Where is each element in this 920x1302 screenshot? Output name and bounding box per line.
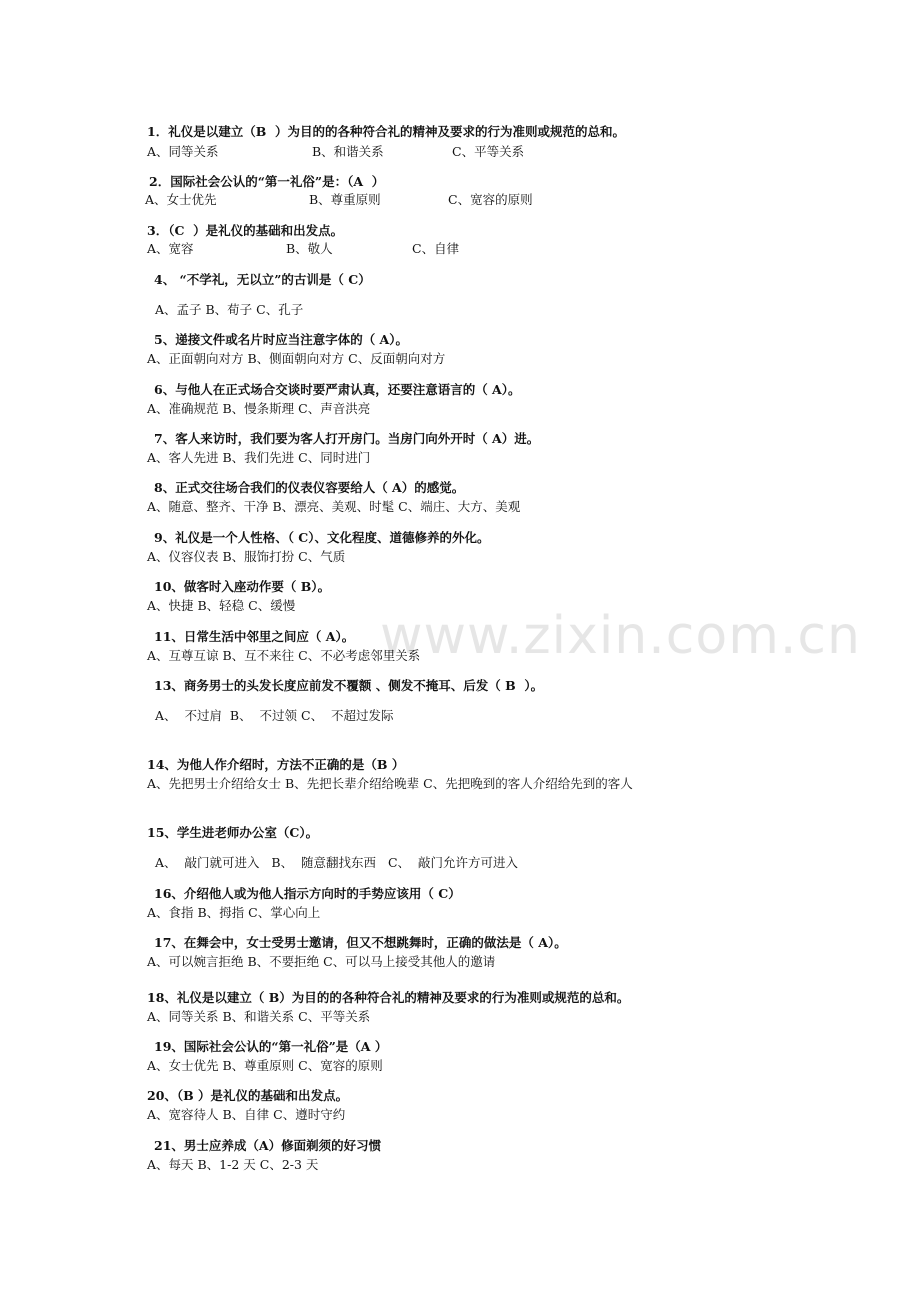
options-5: A、正面朝向对方 B、侧面朝向对方 C、反面朝向对方: [147, 351, 446, 366]
question-13: 13、商务男士的头发长度应前发不覆额 、侧发不掩耳、后发（ B ）。: [154, 678, 544, 693]
option-2a: A、女士优先: [145, 192, 217, 207]
options-14: A、先把男士介绍给女士 B、先把长辈介绍给晚辈 C、先把晚到的客人介绍给先到的客人: [147, 776, 633, 791]
options-15: A、 敲门就可进入 B、 随意翻找东西 C、 敲门允许方可进入: [155, 855, 518, 870]
options-17: A、可以婉言拒绝 B、不要拒绝 C、可以马上接受其他人的邀请: [147, 954, 496, 969]
option-3b: B、敬人: [286, 241, 333, 256]
option-2c: C、宽容的原则: [448, 192, 533, 207]
question-5: 5、递接文件或名片时应当注意字体的（ A）。: [154, 332, 408, 347]
question-3: 3．（C ）是礼仪的基础和出发点。: [147, 223, 344, 238]
option-3c: C、自律: [412, 241, 460, 256]
question-7: 7、客人来访时，我们要为客人打开房门。当房门向外开时（ A）进。: [154, 431, 540, 446]
options-11: A、互尊互谅 B、互不来往 C、不必考虑邻里关系: [147, 648, 421, 663]
question-19: 19、国际社会公认的“第一礼俗”是（A ）: [154, 1039, 388, 1054]
options-9: A、仪容仪表 B、服饰打扮 C、气质: [147, 549, 346, 564]
options-13: A、 不过肩 B、 不过领 C、 不超过发际: [155, 708, 394, 723]
options-6: A、准确规范 B、慢条斯理 C、声音洪亮: [147, 401, 371, 416]
question-20: 20、（B ）是礼仪的基础和出发点。: [147, 1088, 349, 1103]
options-10: A、快捷 B、轻稳 C、缓慢: [147, 598, 296, 613]
question-1: 1．礼仪是以建立（B ）为目的的各种符合礼的精神及要求的行为准则或规范的总和。: [147, 124, 625, 139]
question-16: 16、介绍他人或为他人指示方向时的手势应该用（ C）: [154, 886, 461, 901]
options-21: A、每天 B、1-2 天 C、2-3 天: [147, 1157, 319, 1172]
question-15: 15、学生进老师办公室（C）。: [147, 825, 319, 840]
option-1a: A、同等关系: [147, 144, 219, 159]
option-3a: A、宽容: [147, 241, 194, 256]
options-16: A、食指 B、拇指 C、掌心向上: [147, 905, 321, 920]
watermark: www.zixin.com.cn: [380, 606, 861, 666]
question-9: 9、礼仪是一个人性格、（ C）、文化程度、道德修养的外化。: [154, 530, 490, 545]
question-2: 2．国际社会公认的“第一礼俗”是：（A ）: [149, 174, 385, 189]
question-6: 6、与他人在正式场合交谈时要严肃认真，还要注意语言的（ A）。: [154, 382, 521, 397]
question-11: 11、日常生活中邻里之间应（ A）。: [154, 629, 355, 644]
question-14: 14、为他人作介绍时，方法不正确的是（B ）: [147, 757, 405, 772]
options-4: A、孟子 B、荀子 C、孔子: [155, 302, 304, 317]
option-1c: C、平等关系: [452, 144, 525, 159]
options-18: A、同等关系 B、和谐关系 C、平等关系: [147, 1009, 371, 1024]
question-18: 18、礼仪是以建立（ B）为目的的各种符合礼的精神及要求的行为准则或规范的总和。: [147, 990, 630, 1005]
question-8: 8、正式交往场合我们的仪表仪容要给人（ A）的感觉。: [154, 480, 465, 495]
option-2b: B、尊重原则: [309, 192, 381, 207]
option-1b: B、和谐关系: [312, 144, 384, 159]
options-19: A、女士优先 B、尊重原则 C、宽容的原则: [147, 1058, 383, 1073]
question-21: 21、男士应养成（A）修面剃须的好习惯: [154, 1138, 382, 1153]
question-17: 17、在舞会中，女士受男士邀请，但又不想跳舞时，正确的做法是（ A）。: [154, 935, 567, 950]
options-8: A、随意、整齐、干净 B、漂亮、美观、时髦 C、端庄、大方、美观: [147, 499, 521, 514]
question-10: 10、做客时入座动作要（ B）。: [154, 579, 331, 594]
options-20: A、宽容待人 B、自律 C、遵时守约: [147, 1107, 346, 1122]
options-7: A、客人先进 B、我们先进 C、同时进门: [147, 450, 371, 465]
question-4: 4、 “不学礼，无以立”的古训是（ C）: [154, 272, 371, 287]
